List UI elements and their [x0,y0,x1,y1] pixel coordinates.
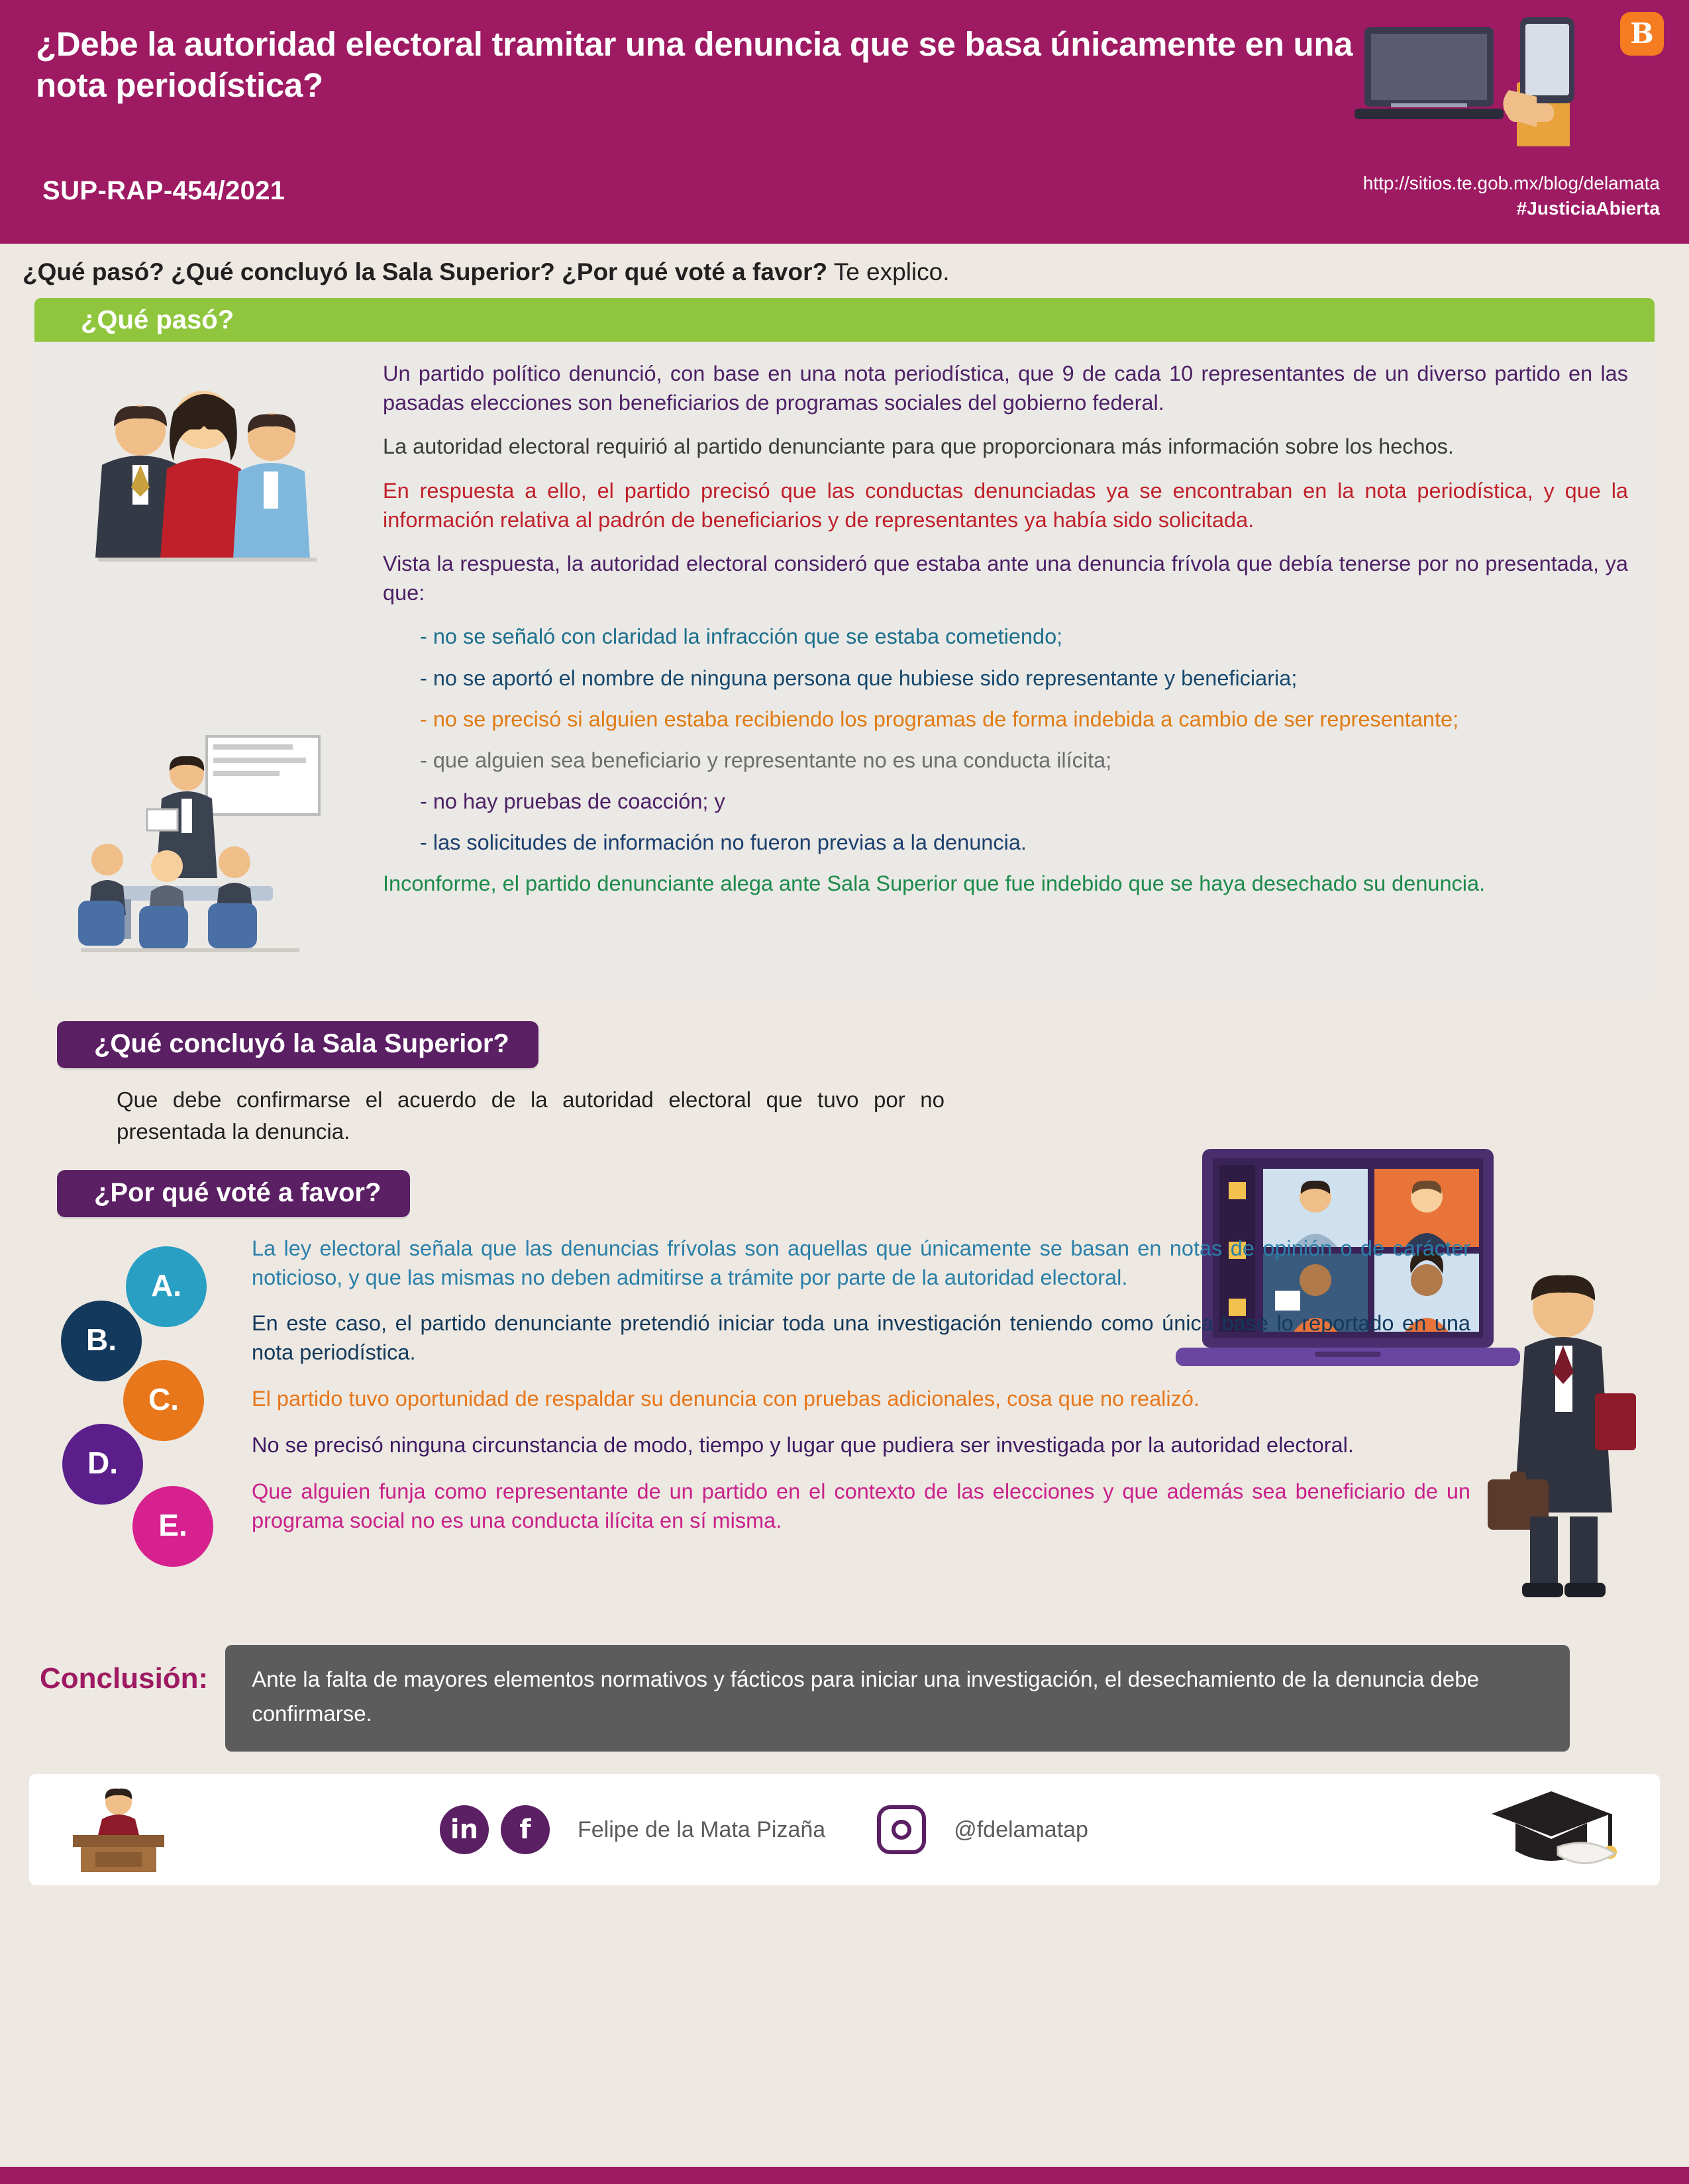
paragraph-4: Vista la respuesta, la autoridad electoral consideró que estaba ante una denuncia frívola que debía tenerse por no presentada, ya que: [383,551,1628,605]
case-number: SUP-RAP-454/2021 [42,176,285,205]
letter-rings [40,1230,258,1628]
list-item: - que alguien sea beneficiario y representante no es una conducta ilícita; [420,748,1112,772]
bottom-bar [0,2167,1689,2184]
header [0,0,1689,244]
page-title: ¿Debe la autoridad electoral tramitar una denuncia que se basa únicamente en una nota periodística? [36,25,1353,105]
vote-reasons [0,1234,1689,1632]
ring-a-label: A. [151,1267,181,1303]
reason-text-e: Que alguien funja como representante de un partido en el contexto de las elecciones y que además sea beneficiario de un programa social no es una conducta ilícita en sí misma. [252,1479,1470,1532]
three-people-illustration [61,359,346,577]
author-name: Felipe de la Mata Pizaña [578,1816,826,1842]
blog-url[interactable]: http://sitios.te.gob.mx/blog/delamata [1362,173,1660,193]
blogger-icon[interactable]: B [1620,12,1664,56]
ring-b [61,1301,142,1381]
reason-text-d: No se precisó ninguna circunstancia de modo, tiempo y lugar que pudiera ser investigada por la autoridad electoral. [252,1433,1354,1458]
ring-e-label: E. [158,1507,187,1542]
linkedin-icon[interactable]: in [440,1805,489,1854]
intro-rest: Te explico. [827,258,950,285]
hashtag: #JusticiaAbierta [1516,197,1660,219]
footer [29,1774,1660,1885]
list-item: - no se aportó el nombre de ninguna persona que hubiese sido representante y beneficiaria; [420,666,1298,690]
list-item: - no se señaló con claridad la infracción que se estaba cometiendo; [420,624,1063,649]
what-happened-text [383,359,1628,975]
ring-d [62,1424,143,1505]
instagram-icon[interactable] [877,1805,926,1854]
section-banner-what-happened: ¿Qué pasó? [34,298,1655,342]
paragraph-closing: Inconforme, el partido denunciante alega ante Sala Superior que fue indebido que se haya desechado su denuncia. [383,871,1486,896]
facebook-icon[interactable]: f [501,1805,550,1854]
conclusion-section [40,1645,1689,1752]
intro-line [0,244,1689,295]
section-heading-court-conclusion: ¿Qué concluyó la Sala Superior? [57,1021,538,1068]
ring-a [126,1246,207,1327]
graduation-cap-icon [1478,1781,1631,1880]
meeting-illustration [61,730,346,975]
ring-c [123,1360,204,1441]
conclusion-box: Ante la falta de mayores elementos normativos y fácticos para iniciar una investigación, el desechamiento de la denuncia debe confirmarse. [225,1645,1570,1752]
section-heading-why-vote: ¿Por qué voté a favor? [57,1170,410,1217]
list-item: - no se precisó si alguien estaba recibiendo los programas de forma indebida a cambio de ser representante; [420,707,1459,731]
paragraph-1: Un partido político denunció, con base en una nota periodística, que 9 de cada 10 representantes de un diverso partido en las pasadas elecciones son beneficiarios de programas sociales del gobierno federal. [383,362,1628,415]
what-happened-card [34,342,1655,999]
illustrations-column [61,359,372,975]
reason-text-b: En este caso, el partido denunciante pretendió iniciar toda una investigación teniendo como única base lo reportado en una nota periodística. [252,1311,1470,1365]
ring-d-label: D. [87,1445,118,1480]
reason-text-a: La ley electoral señala que las denuncias frívolas son aquellas que únicamente se basan en notas de opinión o de carácter noticioso, y que las mismas no deben admitirse a trámite por parte de la autoridad electoral. [252,1236,1470,1289]
header-link-block [1363,171,1660,221]
conclusion-label: Conclusión: [40,1662,209,1695]
list-item: - no hay pruebas de coacción; y [420,789,725,814]
reason-text-c: El partido tuvo oportunidad de respaldar su denuncia con pruebas adicionales, cosa que no realizó. [252,1387,1200,1411]
intro-bold: ¿Qué pasó? ¿Qué concluyó la Sala Superior? ¿Por qué voté a favor? [23,258,828,285]
paragraph-3: En respuesta a ello, el partido precisó que las conductas denunciadas ya se encontraban en la nota periodística, y que la información relativa al padrón de beneficiarios y de representantes ya había sido solicitada. [383,478,1628,532]
lawyer-illustration [1464,1261,1663,1605]
court-conclusion-text: Que debe confirmarse el acuerdo de la autoridad electoral que tuvo por no presentada la denuncia. [117,1087,945,1144]
laptop-hand-illustration [1351,4,1603,146]
ring-c-label: C. [148,1381,179,1416]
ring-b-label: B. [86,1322,117,1357]
judge-desk-icon [56,1779,181,1879]
list-item: - las solicitudes de información no fueron previas a la denuncia. [420,830,1027,855]
social-links [440,1805,1088,1854]
reasons-list [420,622,1628,857]
instagram-handle[interactable]: @fdelamatap [954,1816,1088,1842]
ring-e [132,1486,213,1567]
paragraph-2: La autoridad electoral requirió al partido denunciante para que proporcionara más información sobre los hechos. [383,434,1454,459]
